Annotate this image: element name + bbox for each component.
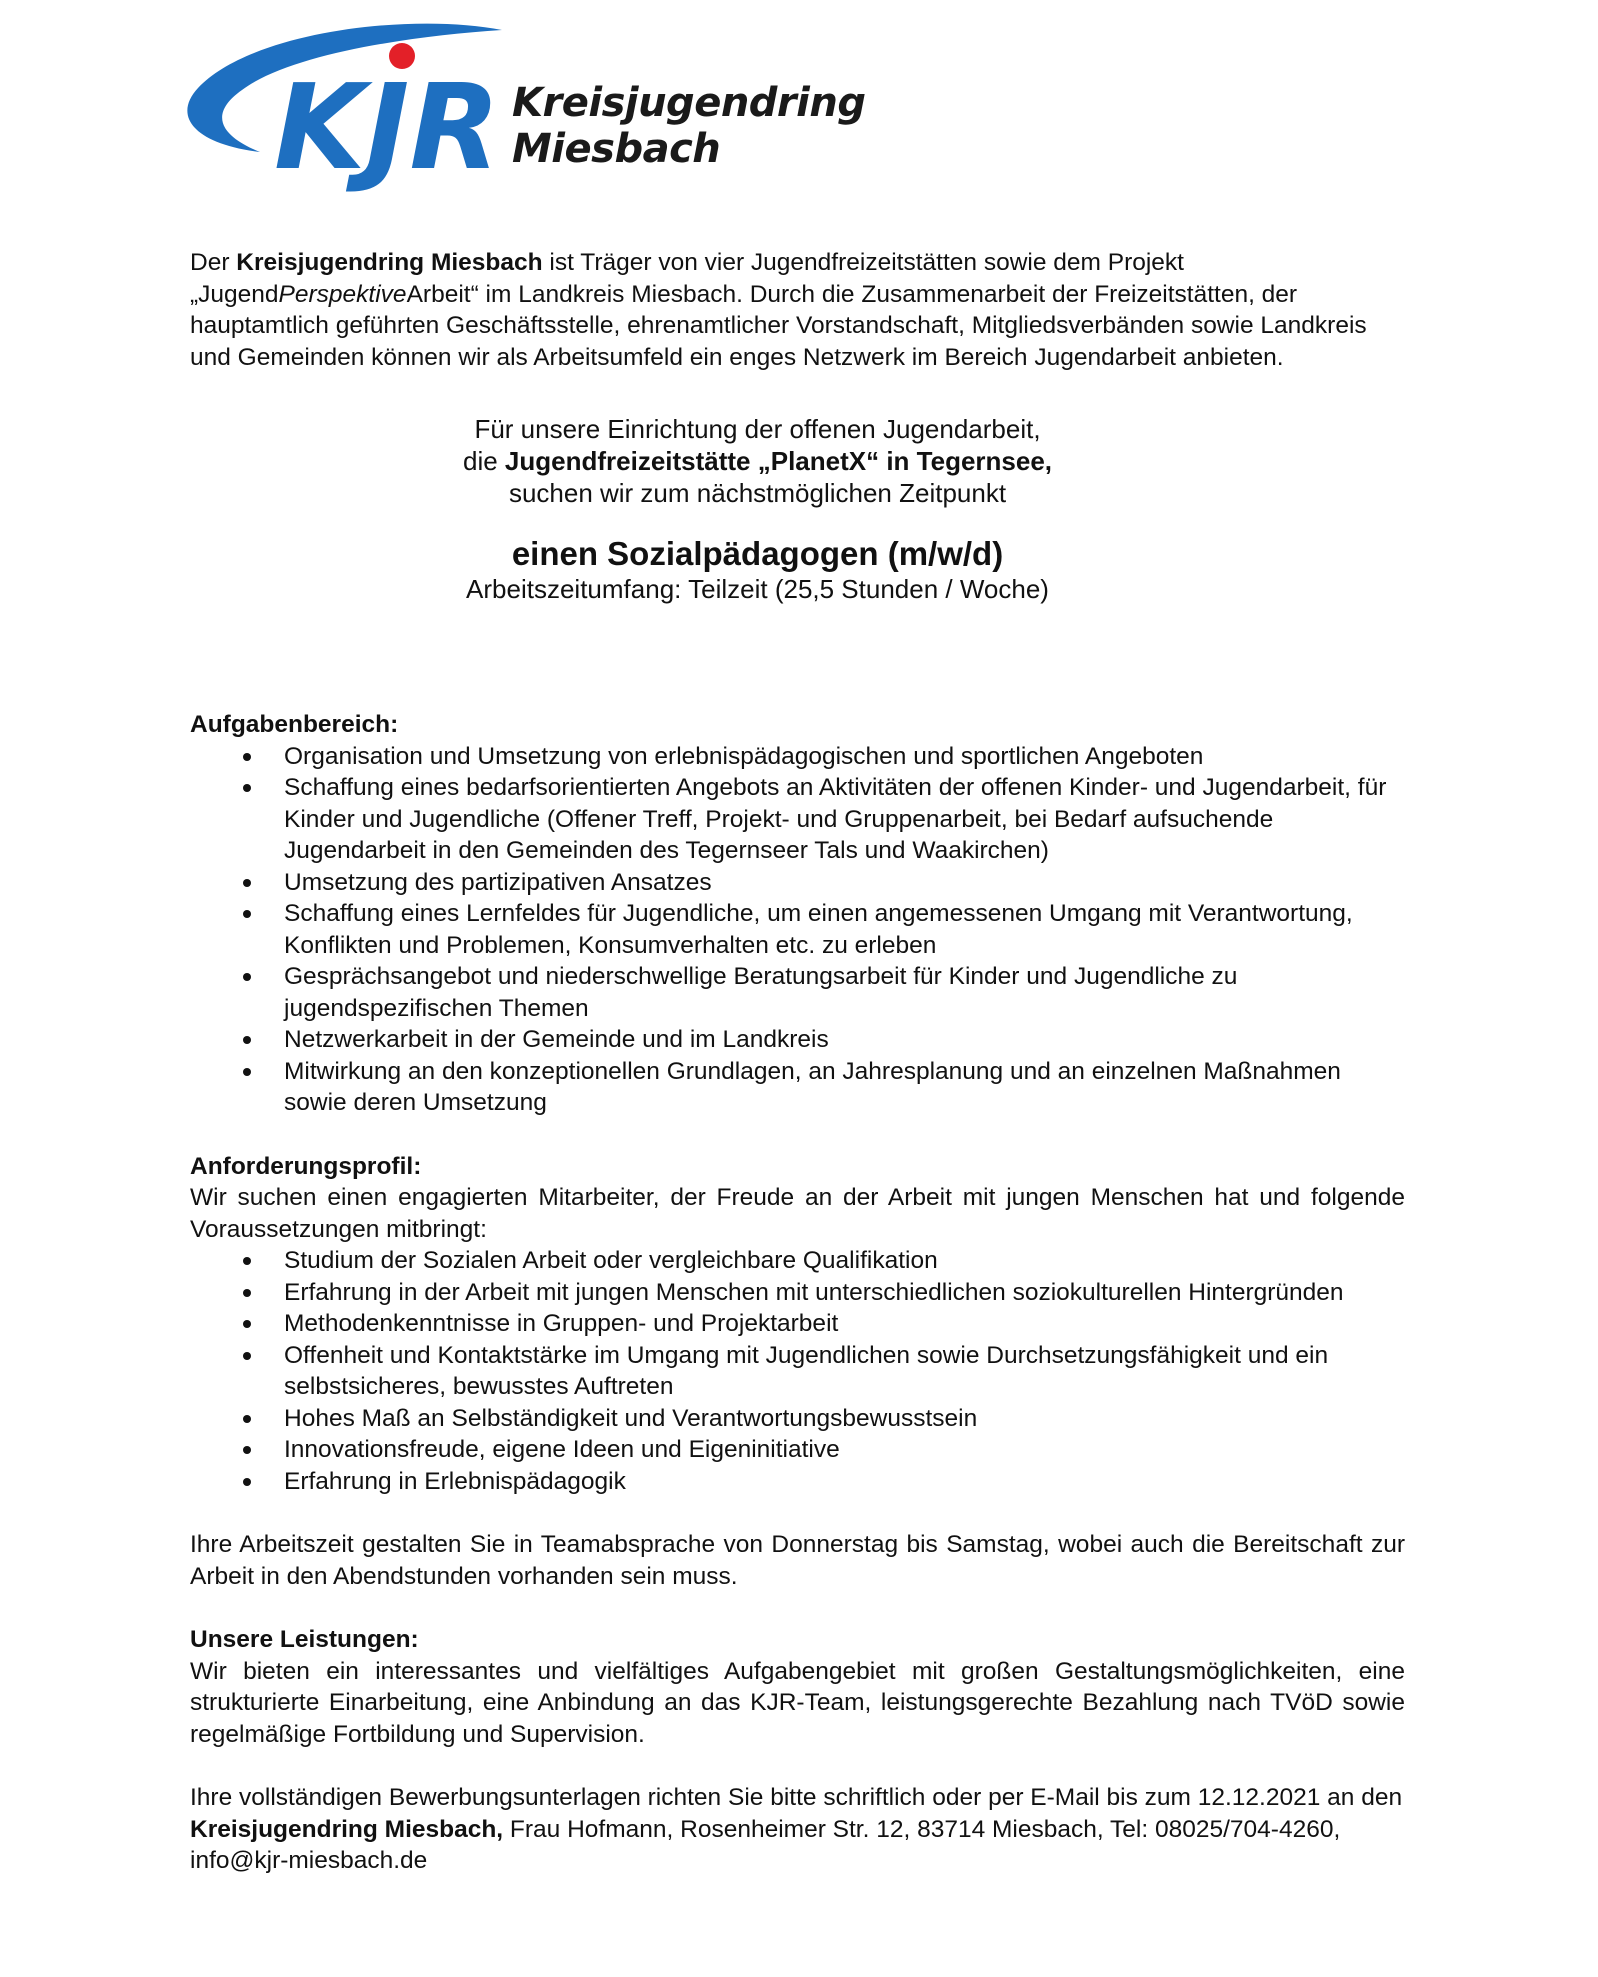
intro-text-2: ist Träger von vier Jugendfreizeitstätten sowie dem Projekt „Jugend — [190, 249, 1184, 308]
benefits-paragraph: Wir bieten ein interessantes und vielfältiges Aufgabengebiet mit großen Gestaltungsmöglichkeiten, eine strukturierte Einarbeitung, eine Anbindung an das KJR-Team, leistungsgerechte Bezahlung nach TVöD sowie regelmäßige Fortbildung und Supervision. — [190, 1657, 1405, 1748]
kjr-swoosh-logo-icon — [180, 18, 510, 198]
list-item: Methodenkenntnisse in Gruppen- und Projektarbeit — [190, 1308, 1405, 1340]
worktime-paragraph: Ihre Arbeitszeit gestalten Sie in Teamabsprache von Donnerstag bis Samstag, wobei auch die Bereitschaft zur Arbeit in den Abendstunden vorhanden sein muss. — [190, 1531, 1405, 1590]
list-item: Organisation und Umsetzung von erlebnispädagogischen und sportlichen Angeboten — [190, 741, 1405, 773]
announcement-line-2 — [150, 445, 1365, 477]
tasks-list — [190, 741, 1405, 1119]
logo-line-2: Miesbach — [512, 126, 721, 172]
intro-text-1: Der — [190, 249, 237, 276]
benefits-heading: Unsere Leistungen: — [190, 1626, 419, 1653]
facility-name: Jugendfreizeitstätte „PlanetX“ in Tegernsee, — [504, 446, 1053, 476]
list-item: Erfahrung in der Arbeit mit jungen Menschen mit unterschiedlichen soziokulturellen Hintergründen — [190, 1277, 1405, 1309]
logo-wordmark — [512, 80, 865, 172]
application-text-1: Ihre vollständigen Bewerbungsunterlagen richten Sie bitte schriftlich oder per E-Mail bis zum 12.12.2021 an den — [190, 1784, 1403, 1811]
list-item: Schaffung eines Lernfeldes für Jugendliche, um einen angemessenen Umgang mit Verantwortung, Konflikten und Problemen, Konsumverhalten etc. zu erleben — [190, 898, 1405, 961]
list-item: Hohes Maß an Selbständigkeit und Verantwortungsbewusstsein — [190, 1403, 1405, 1435]
intro-paragraph — [190, 247, 1405, 373]
announcement-line-3: suchen wir zum nächstmöglichen Zeitpunkt — [508, 478, 1007, 508]
list-item: Erfahrung in Erlebnispädagogik — [190, 1466, 1405, 1498]
logo-letters: KJR — [274, 58, 501, 196]
announcement — [150, 413, 1365, 509]
document-body — [190, 247, 1405, 1877]
application-org-name: Kreisjugendring Miesbach, — [190, 1815, 504, 1843]
intro-italic: Perspektive — [278, 280, 407, 308]
kjr-logo — [180, 18, 866, 198]
intro-org-name: Kreisjugendring Miesbach — [236, 249, 543, 276]
logo-line-1: Kreisjugendring — [512, 80, 866, 126]
list-item: Innovationsfreude, eigene Ideen und Eigeninitiative — [190, 1434, 1405, 1466]
announcement-line-1: Für unsere Einrichtung der offenen Jugendarbeit, — [474, 414, 1041, 444]
profile-heading: Anforderungsprofil: — [190, 1152, 422, 1180]
list-item: Mitwirkung an den konzeptionellen Grundlagen, an Jahresplanung und an einzelnen Maßnahmen sowie deren Umsetzung — [190, 1056, 1405, 1119]
job-hours: Arbeitszeitumfang: Teilzeit (25,5 Stunden / Woche) — [466, 574, 1049, 604]
intro-text-3: Arbeit“ im Landkreis Miesbach. Durch die Zusammenarbeit der Freizeitstätten, der hauptamtlich geführten Geschäftsstelle, ehrenamtlicher Vorstandschaft, Mitgliedsverbänden sowie Landkreis und Gemeinden können wir als Arbeitsumfeld ein enges Netzwerk im Bereich Jugendarbeit anbieten. — [190, 280, 1367, 371]
list-item: Studium der Sozialen Arbeit oder vergleichbare Qualifikation — [190, 1245, 1405, 1277]
tasks-heading: Aufgabenbereich: — [190, 711, 399, 738]
list-item: Gesprächsangebot und niederschwellige Beratungsarbeit für Kinder und Jugendliche zu jugendspezifischen Themen — [190, 961, 1405, 1024]
list-item: Offenheit und Kontaktstärke im Umgang mit Jugendlichen sowie Durchsetzungsfähigkeit und ein selbstsicheres, bewusstes Auftreten — [190, 1340, 1405, 1403]
application-contact: Frau Hofmann, Rosenheimer Str. 12, 83714 Miesbach, Tel: 08025/704-4260, info@kjr-miesbach.de — [190, 1815, 1341, 1874]
profile-list — [190, 1245, 1405, 1497]
profile-intro: Wir suchen einen engagierten Mitarbeiter, der Freude an der Arbeit mit jungen Menschen hat und folgende Voraussetzungen mitbringt: — [190, 1184, 1405, 1243]
job-title: einen Sozialpädagogen (m/w/d) — [511, 535, 1004, 572]
list-item: Schaffung eines bedarfsorientierten Angebots an Aktivitäten der offenen Kinder- und Jugendarbeit, für Kinder und Jugendliche (Offener Treff, Projekt- und Gruppenarbeit, bei Bedarf aufsuchende Jugendarbeit in den Gemeinden des Tegernseer Tals und Waakirchen) — [190, 772, 1405, 867]
announcement-prefix: die — [462, 446, 505, 476]
list-item: Netzwerkarbeit in der Gemeinde und im Landkreis — [190, 1024, 1405, 1056]
list-item: Umsetzung des partizipativen Ansatzes — [190, 867, 1405, 899]
application-paragraph — [190, 1782, 1405, 1877]
